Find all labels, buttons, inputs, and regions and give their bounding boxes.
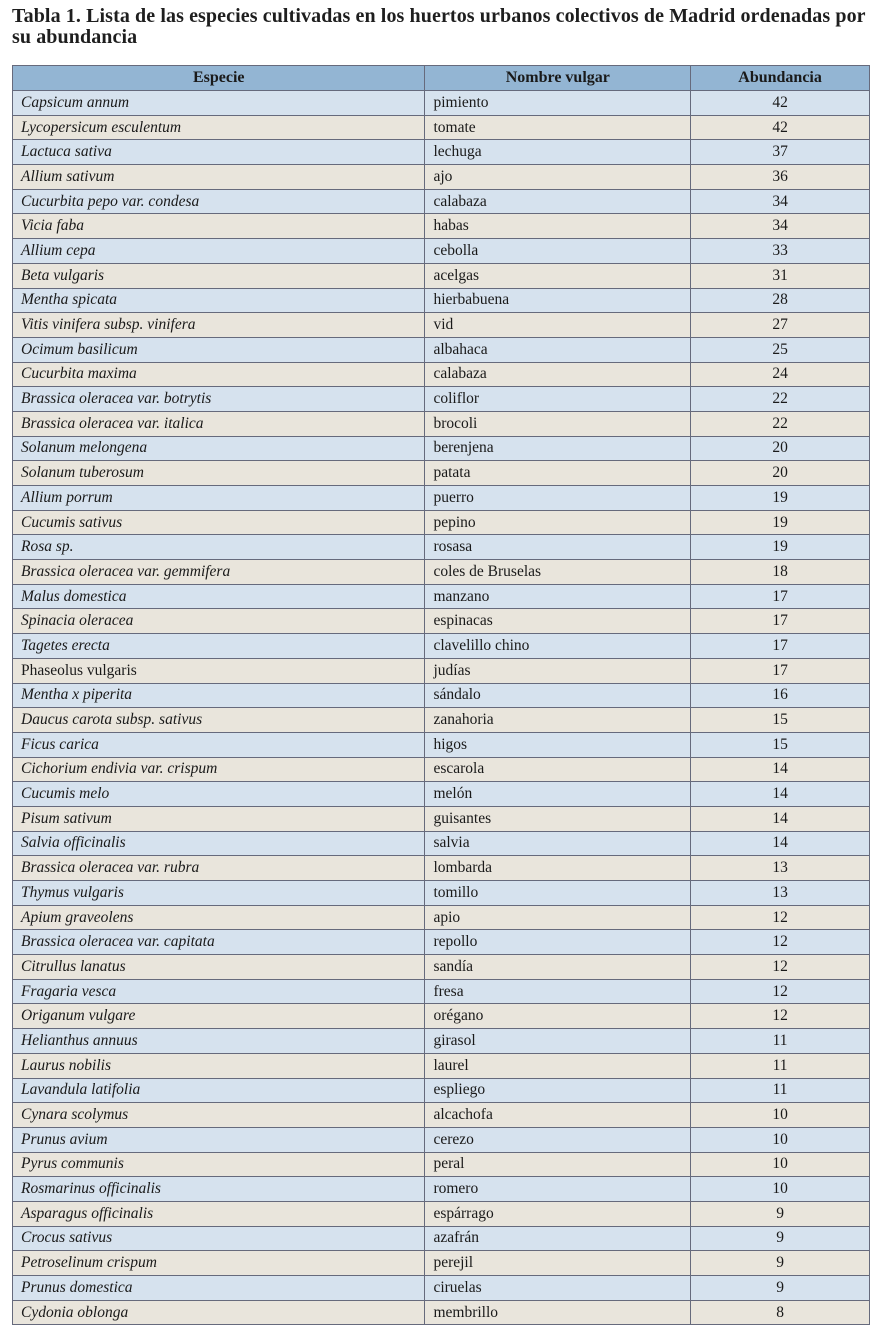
- table-row: [13, 1300, 870, 1325]
- common-name-cell: peral: [425, 1152, 691, 1177]
- table-row: [13, 683, 870, 708]
- abundance-cell: 17: [691, 634, 870, 659]
- abundance-cell: 14: [691, 757, 870, 782]
- common-name-cell: lombarda: [425, 856, 691, 881]
- common-name-cell: salvia: [425, 831, 691, 856]
- abundance-cell: 37: [691, 140, 870, 165]
- species-cell: Thymus vulgaris: [13, 881, 425, 906]
- common-name-cell: calabaza: [425, 189, 691, 214]
- common-name-cell: coles de Bruselas: [425, 560, 691, 585]
- table-header-row: [13, 66, 870, 91]
- table-row: [13, 881, 870, 906]
- table-row: [13, 634, 870, 659]
- table-row: [13, 806, 870, 831]
- species-cell: Tagetes erecta: [13, 634, 425, 659]
- table-row: [13, 436, 870, 461]
- species-cell: Mentha x piperita: [13, 683, 425, 708]
- abundance-cell: 19: [691, 486, 870, 511]
- table-row: [13, 115, 870, 140]
- species-cell: Brassica oleracea var. capitata: [13, 930, 425, 955]
- common-name-cell: girasol: [425, 1029, 691, 1054]
- table-row: [13, 535, 870, 560]
- table-row: [13, 1276, 870, 1301]
- table-row: [13, 362, 870, 387]
- species-cell: Rosmarinus officinalis: [13, 1177, 425, 1202]
- species-cell: Asparagus officinalis: [13, 1201, 425, 1226]
- species-cell: Allium porrum: [13, 486, 425, 511]
- common-name-cell: brocoli: [425, 411, 691, 436]
- common-name-cell: sandía: [425, 955, 691, 980]
- abundance-cell: 42: [691, 91, 870, 116]
- abundance-cell: 11: [691, 1078, 870, 1103]
- common-name-cell: rosasa: [425, 535, 691, 560]
- abundance-cell: 12: [691, 930, 870, 955]
- common-name-cell: romero: [425, 1177, 691, 1202]
- abundance-cell: 24: [691, 362, 870, 387]
- abundance-cell: 22: [691, 411, 870, 436]
- abundance-cell: 9: [691, 1251, 870, 1276]
- table-row: [13, 979, 870, 1004]
- common-name-cell: puerro: [425, 486, 691, 511]
- species-cell: Cucumis melo: [13, 782, 425, 807]
- common-name-cell: habas: [425, 214, 691, 239]
- common-name-cell: acelgas: [425, 263, 691, 288]
- abundance-cell: 15: [691, 732, 870, 757]
- abundance-cell: 9: [691, 1276, 870, 1301]
- table-row: [13, 658, 870, 683]
- common-name-cell: membrillo: [425, 1300, 691, 1325]
- species-cell: Pyrus communis: [13, 1152, 425, 1177]
- species-cell: Fragaria vesca: [13, 979, 425, 1004]
- common-name-cell: melón: [425, 782, 691, 807]
- table-row: [13, 1078, 870, 1103]
- abundance-cell: 9: [691, 1226, 870, 1251]
- abundance-cell: 10: [691, 1127, 870, 1152]
- common-name-cell: coliflor: [425, 387, 691, 412]
- common-name-cell: cebolla: [425, 239, 691, 264]
- table-row: [13, 1004, 870, 1029]
- table-row: [13, 411, 870, 436]
- table-row: [13, 1152, 870, 1177]
- abundance-cell: 20: [691, 436, 870, 461]
- table-row: [13, 91, 870, 116]
- abundance-cell: 16: [691, 683, 870, 708]
- common-name-cell: escarola: [425, 757, 691, 782]
- abundance-cell: 8: [691, 1300, 870, 1325]
- species-cell: Salvia officinalis: [13, 831, 425, 856]
- abundance-cell: 18: [691, 560, 870, 585]
- common-name-cell: orégano: [425, 1004, 691, 1029]
- table-row: [13, 560, 870, 585]
- common-name-cell: vid: [425, 313, 691, 338]
- common-name-cell: berenjena: [425, 436, 691, 461]
- species-cell: Spinacia oleracea: [13, 609, 425, 634]
- abundance-cell: 10: [691, 1177, 870, 1202]
- table-row: [13, 486, 870, 511]
- species-cell: Phaseolus vulgaris: [13, 658, 425, 683]
- species-cell: Cucurbita pepo var. condesa: [13, 189, 425, 214]
- table-row: [13, 757, 870, 782]
- common-name-cell: fresa: [425, 979, 691, 1004]
- abundance-cell: 14: [691, 782, 870, 807]
- species-cell: Cydonia oblonga: [13, 1300, 425, 1325]
- common-name-cell: guisantes: [425, 806, 691, 831]
- common-name-cell: cerezo: [425, 1127, 691, 1152]
- table-row: [13, 263, 870, 288]
- species-cell: Mentha spicata: [13, 288, 425, 313]
- table-row: [13, 1127, 870, 1152]
- table-row: [13, 313, 870, 338]
- common-name-cell: laurel: [425, 1053, 691, 1078]
- species-cell: Citrullus lanatus: [13, 955, 425, 980]
- common-name-cell: hierbabuena: [425, 288, 691, 313]
- species-cell: Allium sativum: [13, 165, 425, 190]
- species-cell: Pisum sativum: [13, 806, 425, 831]
- common-name-cell: judías: [425, 658, 691, 683]
- species-cell: Rosa sp.: [13, 535, 425, 560]
- common-name-cell: alcachofa: [425, 1103, 691, 1128]
- abundance-cell: 36: [691, 165, 870, 190]
- species-cell: Cynara scolymus: [13, 1103, 425, 1128]
- abundance-cell: 34: [691, 189, 870, 214]
- species-cell: Prunus domestica: [13, 1276, 425, 1301]
- column-header-especie: Especie: [13, 66, 425, 91]
- species-cell: Allium cepa: [13, 239, 425, 264]
- table-row: [13, 1251, 870, 1276]
- abundance-cell: 12: [691, 955, 870, 980]
- common-name-cell: perejil: [425, 1251, 691, 1276]
- species-cell: Brassica oleracea var. botrytis: [13, 387, 425, 412]
- species-cell: Lavandula latifolia: [13, 1078, 425, 1103]
- species-cell: Cichorium endivia var. crispum: [13, 757, 425, 782]
- species-cell: Solanum melongena: [13, 436, 425, 461]
- abundance-cell: 10: [691, 1152, 870, 1177]
- table-row: [13, 1103, 870, 1128]
- abundance-cell: 33: [691, 239, 870, 264]
- abundance-cell: 17: [691, 658, 870, 683]
- table-row: [13, 165, 870, 190]
- abundance-cell: 14: [691, 831, 870, 856]
- table-row: [13, 1226, 870, 1251]
- table-row: [13, 337, 870, 362]
- abundance-cell: 12: [691, 905, 870, 930]
- table-row: [13, 732, 870, 757]
- table-row: [13, 1201, 870, 1226]
- table-row: [13, 1053, 870, 1078]
- abundance-cell: 19: [691, 535, 870, 560]
- abundance-cell: 11: [691, 1029, 870, 1054]
- species-cell: Brassica oleracea var. rubra: [13, 856, 425, 881]
- species-cell: Prunus avium: [13, 1127, 425, 1152]
- table-row: [13, 856, 870, 881]
- abundance-cell: 22: [691, 387, 870, 412]
- abundance-cell: 15: [691, 708, 870, 733]
- table-row: [13, 288, 870, 313]
- table-row: [13, 782, 870, 807]
- common-name-cell: albahaca: [425, 337, 691, 362]
- abundance-cell: 11: [691, 1053, 870, 1078]
- abundance-cell: 28: [691, 288, 870, 313]
- abundance-cell: 14: [691, 806, 870, 831]
- species-cell: Laurus nobilis: [13, 1053, 425, 1078]
- table-row: [13, 930, 870, 955]
- common-name-cell: espinacas: [425, 609, 691, 634]
- table-row: [13, 1029, 870, 1054]
- species-cell: Ficus carica: [13, 732, 425, 757]
- abundance-cell: 13: [691, 856, 870, 881]
- common-name-cell: pimiento: [425, 91, 691, 116]
- column-header-nombre-vulgar: Nombre vulgar: [425, 66, 691, 91]
- species-cell: Beta vulgaris: [13, 263, 425, 288]
- common-name-cell: manzano: [425, 584, 691, 609]
- species-cell: Daucus carota subsp. sativus: [13, 708, 425, 733]
- table-row: [13, 189, 870, 214]
- table-row: [13, 239, 870, 264]
- abundance-cell: 31: [691, 263, 870, 288]
- species-cell: Solanum tuberosum: [13, 461, 425, 486]
- abundance-cell: 12: [691, 1004, 870, 1029]
- table-row: [13, 1177, 870, 1202]
- species-cell: Brassica oleracea var. italica: [13, 411, 425, 436]
- table-row: [13, 140, 870, 165]
- abundance-cell: 19: [691, 510, 870, 535]
- abundance-cell: 12: [691, 979, 870, 1004]
- species-cell: Crocus sativus: [13, 1226, 425, 1251]
- species-table: [12, 65, 870, 1325]
- species-cell: Vicia faba: [13, 214, 425, 239]
- table-row: [13, 831, 870, 856]
- column-header-abundancia: Abundancia: [691, 66, 870, 91]
- common-name-cell: espliego: [425, 1078, 691, 1103]
- table-row: [13, 584, 870, 609]
- abundance-cell: 34: [691, 214, 870, 239]
- abundance-cell: 17: [691, 584, 870, 609]
- species-cell: Brassica oleracea var. gemmifera: [13, 560, 425, 585]
- abundance-cell: 17: [691, 609, 870, 634]
- common-name-cell: calabaza: [425, 362, 691, 387]
- common-name-cell: pepino: [425, 510, 691, 535]
- species-cell: Origanum vulgare: [13, 1004, 425, 1029]
- common-name-cell: zanahoria: [425, 708, 691, 733]
- table-body: [13, 91, 870, 1325]
- abundance-cell: 20: [691, 461, 870, 486]
- species-cell: Cucurbita maxima: [13, 362, 425, 387]
- abundance-cell: 10: [691, 1103, 870, 1128]
- common-name-cell: tomate: [425, 115, 691, 140]
- species-cell: Vitis vinifera subsp. vinifera: [13, 313, 425, 338]
- table-row: [13, 708, 870, 733]
- species-cell: Ocimum basilicum: [13, 337, 425, 362]
- common-name-cell: azafrán: [425, 1226, 691, 1251]
- species-cell: Lactuca sativa: [13, 140, 425, 165]
- species-cell: Capsicum annum: [13, 91, 425, 116]
- abundance-cell: 13: [691, 881, 870, 906]
- common-name-cell: sándalo: [425, 683, 691, 708]
- species-cell: Malus domestica: [13, 584, 425, 609]
- table-row: [13, 905, 870, 930]
- common-name-cell: lechuga: [425, 140, 691, 165]
- abundance-cell: 42: [691, 115, 870, 140]
- abundance-cell: 9: [691, 1201, 870, 1226]
- species-cell: Apium graveolens: [13, 905, 425, 930]
- table-row: [13, 955, 870, 980]
- common-name-cell: tomillo: [425, 881, 691, 906]
- common-name-cell: higos: [425, 732, 691, 757]
- common-name-cell: espárrago: [425, 1201, 691, 1226]
- table-row: [13, 387, 870, 412]
- species-cell: Lycopersicum esculentum: [13, 115, 425, 140]
- common-name-cell: patata: [425, 461, 691, 486]
- abundance-cell: 27: [691, 313, 870, 338]
- table-row: [13, 461, 870, 486]
- common-name-cell: ajo: [425, 165, 691, 190]
- species-cell: Cucumis sativus: [13, 510, 425, 535]
- common-name-cell: apio: [425, 905, 691, 930]
- common-name-cell: repollo: [425, 930, 691, 955]
- species-cell: Helianthus annuus: [13, 1029, 425, 1054]
- table-row: [13, 609, 870, 634]
- abundance-cell: 25: [691, 337, 870, 362]
- table-row: [13, 214, 870, 239]
- table-title: Tabla 1. Lista de las especies cultivadas en los huertos urbanos colectivos de Madrid ordenadas por su abundancia: [12, 5, 866, 48]
- species-cell: Petroselinum crispum: [13, 1251, 425, 1276]
- table-row: [13, 510, 870, 535]
- common-name-cell: clavelillo chino: [425, 634, 691, 659]
- common-name-cell: ciruelas: [425, 1276, 691, 1301]
